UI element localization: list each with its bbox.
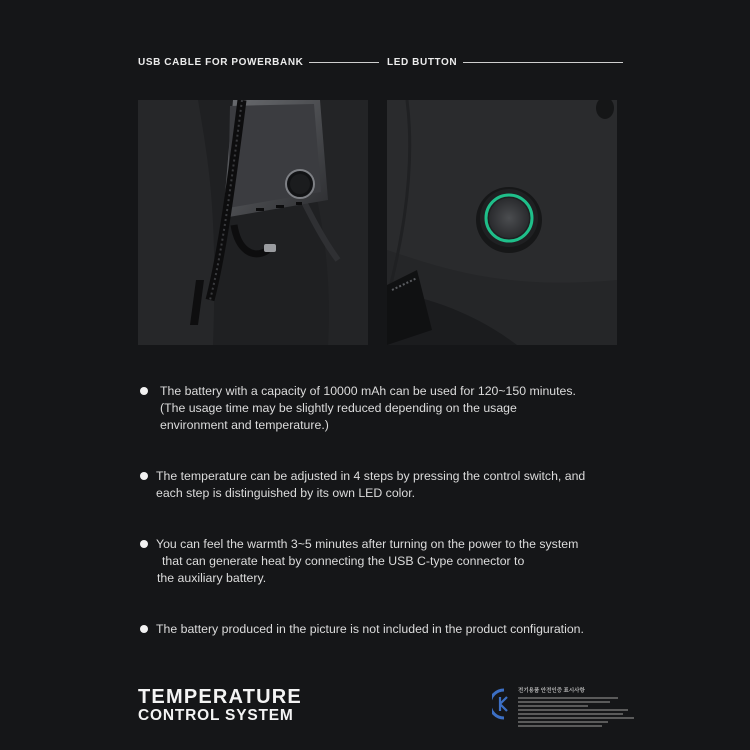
bullet-dot [140,540,148,548]
led-button-illustration [387,100,617,345]
usb-cable-photo [138,100,368,345]
section-title [138,687,302,725]
bullet-line: that can generate heat by connecting the USB C-type connector to [162,554,525,568]
bullet-line: (The usage time may be slightly reduced depending on the usage [160,401,517,415]
cert-text-line [518,713,623,715]
bullet-dot [140,472,148,480]
title-line-1: TEMPERATURE [138,686,302,708]
header-rule [463,62,623,63]
kc-certification-mark-icon [492,688,516,720]
cert-text-line [518,709,628,711]
title-line-2: CONTROL SYSTEM [138,707,294,724]
certification-info [518,688,638,727]
bullet-temperature-steps [138,468,585,502]
bullet-battery-not-included [138,621,584,638]
certification-heading: 전기용품 안전인증 표시사항 [518,688,585,694]
bullet-line: each step is distinguished by its own LED color. [156,486,416,500]
cert-text-line [518,717,634,719]
bullet-line: The battery produced in the picture is not included in the product configuration. [156,622,584,636]
cert-text-line [518,725,602,727]
bullet-line: environment and temperature.) [160,418,329,432]
usb-cable-label: USB CABLE FOR POWERBANK [138,57,304,68]
jacket-pocket-powerbank-illustration [138,100,368,345]
bullet-line: You can feel the warmth 3~5 minutes after turning on the power to the system [156,537,579,551]
bullet-warmth-time [138,536,578,587]
bullet-dot [140,387,148,395]
header-rule [309,62,379,63]
led-button-photo [387,100,617,345]
bullet-dot [140,625,148,633]
cert-text-line [518,705,588,707]
led-button-header [387,57,623,68]
bullet-line: the auxiliary battery. [157,571,267,585]
cert-text-line [518,721,608,723]
bullet-battery-capacity [138,383,576,434]
usb-cable-header [138,57,379,68]
bullet-line: The temperature can be adjusted in 4 steps by pressing the control switch, and [156,469,586,483]
cert-text-line [518,697,618,699]
cert-text-line [518,701,610,703]
led-button-label: LED BUTTON [387,57,458,68]
bullet-line: The battery with a capacity of 10000 mAh can be used for 120~150 minutes. [160,384,576,398]
